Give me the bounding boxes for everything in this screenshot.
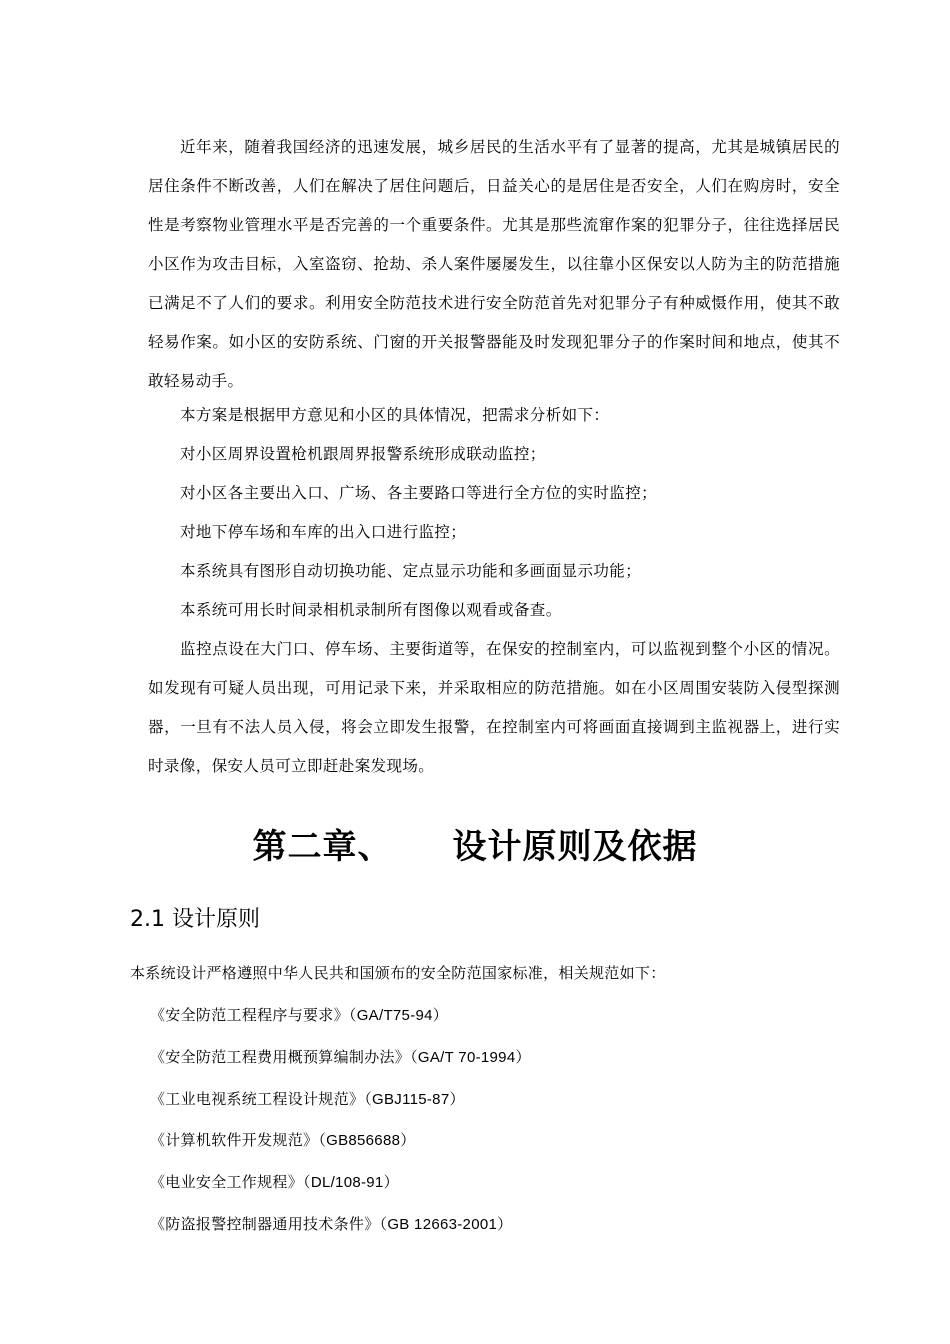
list-item (150, 1162, 531, 1204)
standard-name: 《防盗报警控制器通用技术条件》 (150, 1214, 380, 1233)
chapter-name: 设计原则及依据 (452, 827, 698, 867)
standard-name: 《安全防范工程费用概预算编制办法》 (150, 1047, 411, 1066)
list-item (150, 1079, 531, 1121)
standard-code: （GBJ115-87） (364, 1090, 465, 1108)
list-item (150, 1204, 531, 1246)
standard-code: （GB 12663-2001） (379, 1215, 513, 1233)
section-intro: 本系统设计严格遵照中华人民共和国颁布的安全防范国家标准，相关规范如下： (130, 964, 666, 982)
need-item-5: 本系统可用长时间录相机录制所有图像以观看或备查。 (180, 601, 562, 619)
section-title: 2.1 设计原则 (130, 907, 260, 932)
need-item-4: 本系统具有图形自动切换功能、定点显示功能和多画面显示功能； (180, 562, 642, 580)
list-item (150, 1037, 531, 1079)
standard-name: 《电业安全工作规程》 (150, 1173, 304, 1192)
intro-paragraph-1: 近年来，随着我国经济的迅速发展，城乡居民的生活水平有了显著的提高，尤其是城镇居民的居住条件不断改善，人们在解决了居住问题后，日益关心的是居住是否安全，人们在购房时，安全性是考察物业管理水平是否完善的一个重要条件。尤其是那些流窜作案的犯罪分子，往往选择居民小区作为攻击目标，入室盗窃、抢劫、杀人案件屡屡发生，以往靠小区保安以人防为主的防范措施已满足不了人们的要求。利用安全防范技术进行安全防范首先对犯罪分子有种威慑作用，使其不敢轻易作案。如小区的安防系统、门窗的开关报警器能及时发现犯罪分子的作案时间和地点，使其不敢轻易动手。 (148, 138, 840, 390)
need-item-3: 对地下停车场和车库的出入口进行监控； (180, 523, 467, 541)
need-item-2: 对小区各主要出入口、广场、各主要路口等进行全方位的实时监控； (180, 484, 658, 502)
standard-name: 《计算机软件开发规范》 (150, 1131, 319, 1150)
intro-paragraph-3: 监控点设在大门口、停车场、主要街道等，在保安的控制室内，可以监视到整个小区的情况。如发现有可疑人员出现，可用记录下来，并采取相应的防范措施。如在小区周围安装防入侵型探测器，一旦有不法人员入侵，将会立即发生报警，在控制室内可将画面直接调到主监视器上，进行实时录像，保安人员可立即赶赴案发现场。 (148, 640, 840, 775)
standard-name: 《安全防范工程程序与要求》 (150, 1006, 349, 1024)
chapter-title (0, 822, 950, 872)
list-item (150, 1120, 531, 1162)
need-item-1: 对小区周界设置枪机跟周界报警系统形成联动监控； (180, 445, 546, 463)
standard-code: （GA/T 70-1994） (410, 1048, 531, 1066)
list-item (150, 995, 531, 1037)
standard-code: （GB856688） (318, 1132, 416, 1150)
standard-code: （DL/108-91） (303, 1174, 399, 1192)
standard-name: 《工业电视系统工程设计规范》 (150, 1089, 365, 1108)
intro-paragraph-2: 本方案是根据甲方意见和小区的具体情况，把需求分析如下： (180, 406, 610, 424)
standards-list (150, 995, 531, 1246)
standard-code: （GA/T75-94） (348, 1007, 449, 1024)
chapter-number: 第二章、 (252, 827, 393, 867)
